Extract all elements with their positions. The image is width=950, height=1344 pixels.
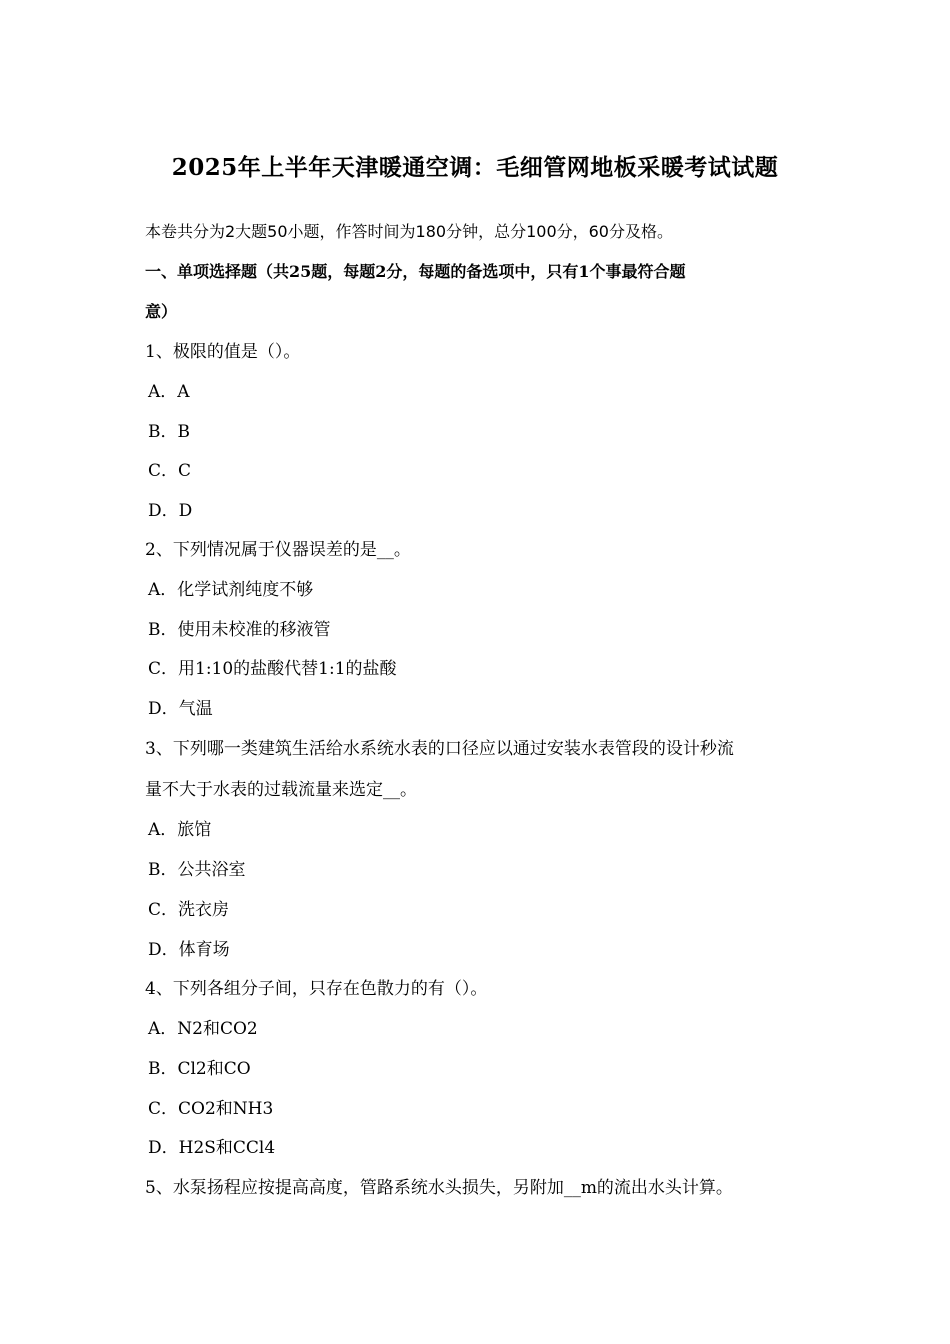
question-3-option-a: A．旅馆 [148, 820, 212, 840]
question-2-option-d: D．气温 [148, 699, 213, 719]
question-3-option-d: D．体育场 [148, 940, 230, 960]
question-1-stem: 1、极限的值是（）。 [145, 342, 301, 362]
question-2-stem: 2、下列情况属于仪器误差的是__。 [145, 540, 411, 560]
question-4-option-b: B．Cl2和CO [148, 1059, 251, 1079]
question-1-option-c: C．C [148, 461, 192, 481]
question-4-option-c: C．CO2和NH3 [148, 1099, 274, 1119]
section-heading-continued: 意） [145, 302, 178, 321]
document-title: 2025年上半年天津暖通空调：毛细管网地板采暖考试试题 [171, 154, 779, 181]
question-4-stem: 4、下列各组分子间，只存在色散力的有（）。 [145, 979, 488, 999]
exam-intro: 本卷共分为2大题50小题，作答时间为180分钟，总分100分，60分及格。 [145, 222, 673, 241]
question-2-option-a: A．化学试剂纯度不够 [148, 580, 314, 600]
question-3-option-c: C．洗衣房 [148, 900, 230, 920]
question-2-option-c: C．用1:10的盐酸代替1:1的盐酸 [148, 659, 397, 679]
question-2-option-b: B．使用未校准的移液管 [148, 620, 331, 640]
question-1-option-d: D．D [148, 501, 193, 521]
question-4-option-a: A．N2和CO2 [148, 1019, 258, 1039]
question-4-option-d: D．H2S和CCl4 [148, 1138, 276, 1158]
question-1-option-b: B．B [148, 422, 190, 442]
section-heading: 一、单项选择题（共25题，每题2分，每题的备选项中，只有1个事最符合题 [145, 262, 686, 281]
question-3-stem-continued: 量不大于水表的过载流量来选定__。 [145, 780, 417, 800]
question-3-stem: 3、下列哪一类建筑生活给水系统水表的口径应以通过安装水表管段的设计秒流 [145, 739, 734, 759]
question-5-stem: 5、水泵扬程应按提高高度，管路系统水头损失，另附加__m的流出水头计算。 [145, 1178, 733, 1198]
question-1-option-a: A．A [148, 382, 190, 402]
question-3-option-b: B．公共浴室 [148, 860, 246, 880]
